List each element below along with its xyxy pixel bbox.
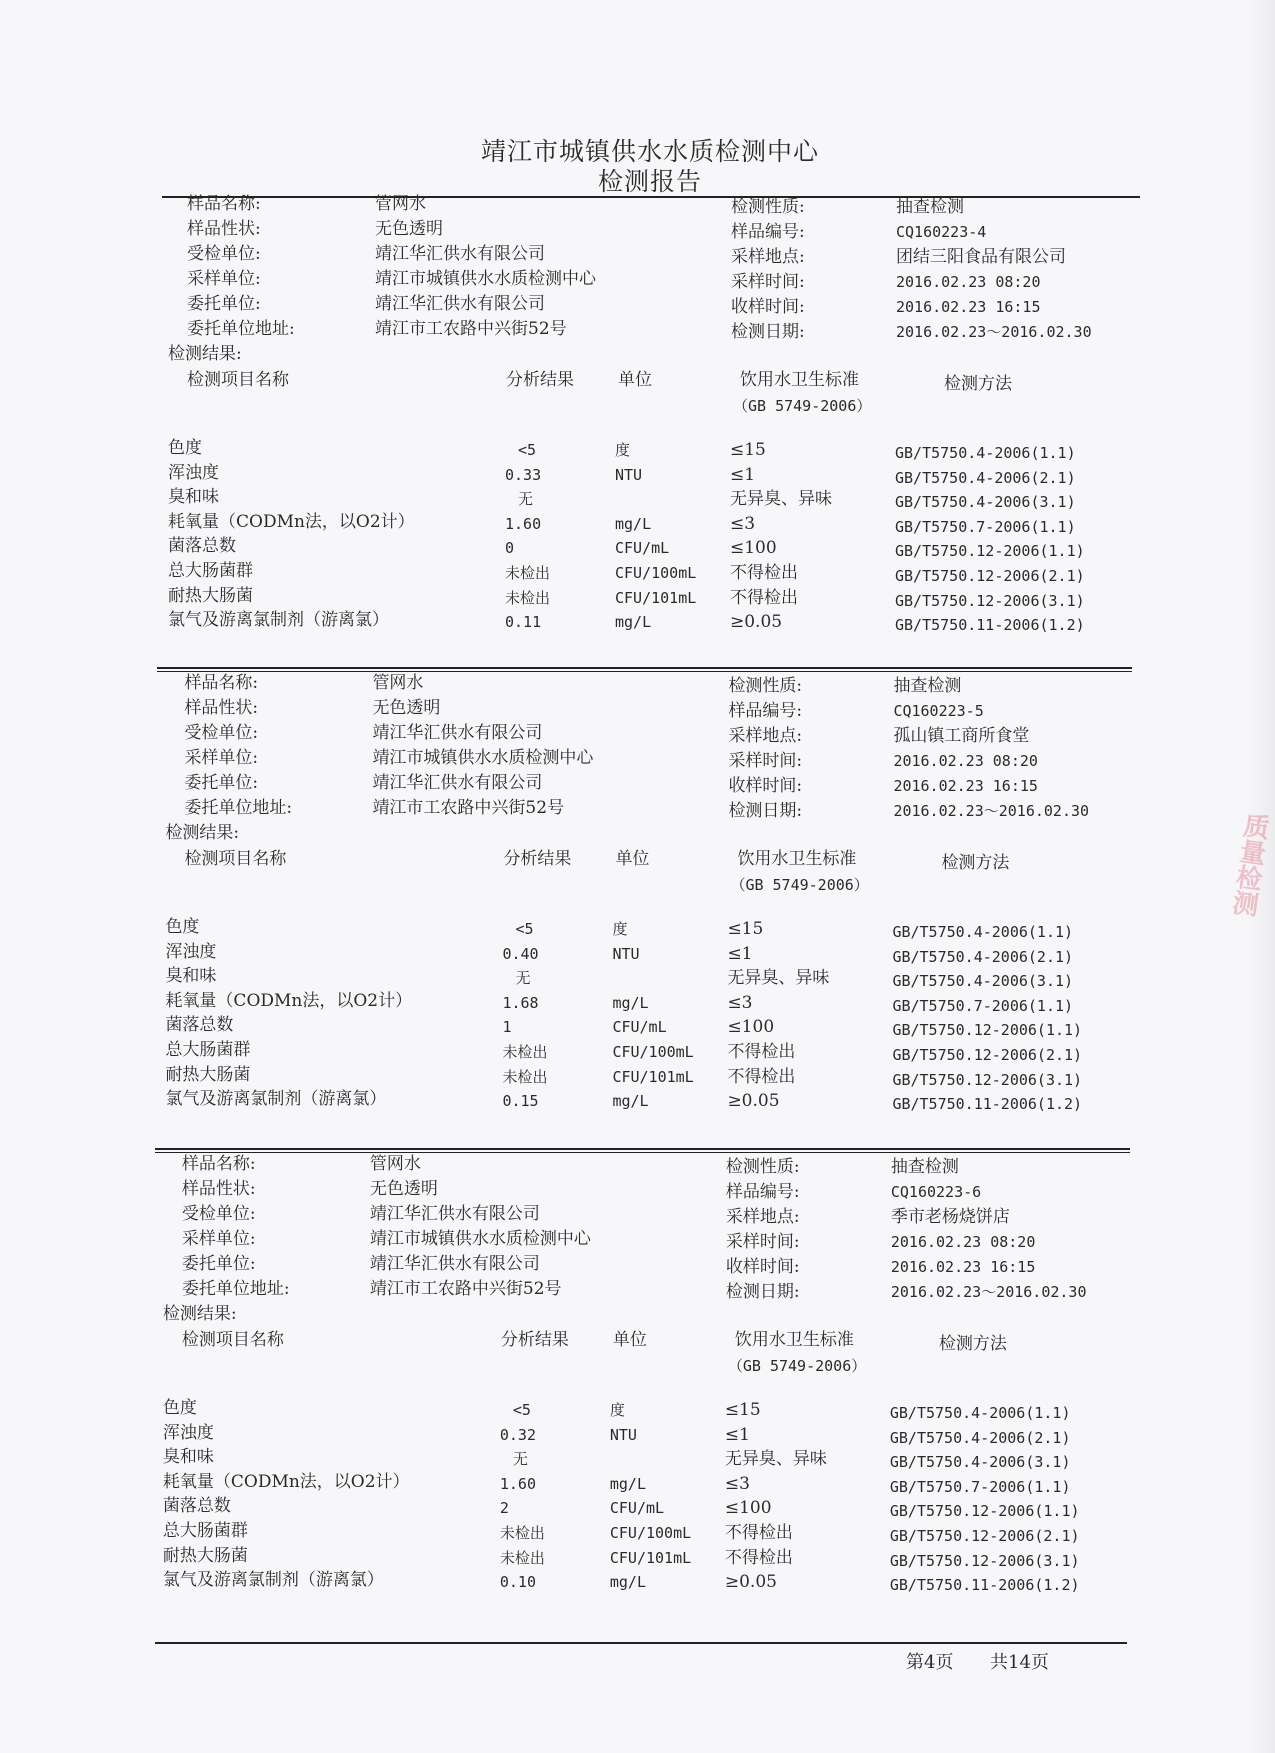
item-name: 耐热大肠菌	[162, 1545, 248, 1566]
item-name: 浑浊度	[162, 1422, 214, 1443]
item-name: 总大肠菌群	[162, 1521, 248, 1541]
label-sample-no: 样品编号:	[725, 1182, 800, 1202]
column-item-name: 检测项目名称	[187, 370, 289, 390]
value-client-address: 靖江市工农路中兴街52号	[375, 319, 567, 339]
value-sampling-unit: 靖江市城镇供水水质检测中心	[372, 748, 594, 768]
item-result: 0.15	[502, 1092, 539, 1111]
value-receive-time: 2016.02.23 16:15	[890, 1258, 1036, 1276]
label-sampling-time: 采样时间:	[725, 1232, 800, 1252]
item-name: 氯气及游离氯制剂（游离氯）	[162, 1570, 384, 1591]
item-name: 耗氧量（CODMn法，以O2计）	[162, 1471, 410, 1492]
item-result: 0.10	[499, 1573, 536, 1592]
column-unit: 单位	[612, 1330, 647, 1350]
item-result: 0	[505, 539, 515, 558]
item-method: GB/T5750.4-2006(1.1)	[892, 923, 1074, 941]
item-method: GB/T5750.11-2006(1.2)	[892, 1095, 1083, 1114]
item-result: 未检出	[502, 1043, 548, 1061]
item-standard: 无异臭、异味	[730, 489, 832, 510]
item-standard: ≤3	[727, 992, 753, 1013]
value-test-nature: 抽查检测	[890, 1157, 959, 1177]
item-unit: CFU/101mL	[609, 1548, 692, 1567]
item-method: GB/T5750.12-2006(3.1)	[892, 1070, 1083, 1089]
item-name: 色度	[168, 438, 202, 458]
label-test-date: 检测日期:	[728, 801, 803, 821]
value-sampling-unit: 靖江市城镇供水水质检测中心	[375, 269, 596, 289]
item-unit: CFU/mL	[609, 1499, 665, 1518]
label-client-address: 委托单位地址:	[184, 798, 293, 818]
label-sample-name: 样品名称:	[184, 673, 259, 693]
column-method: 检测方法	[944, 374, 1012, 394]
value-sample-state: 无色透明	[369, 1179, 438, 1199]
item-name: 耗氧量（CODMn法，以O2计）	[165, 990, 413, 1011]
item-unit: CFU/mL	[612, 1018, 667, 1037]
column-result: 分析结果	[506, 370, 574, 390]
value-sample-name: 管网水	[369, 1154, 421, 1174]
value-inspected-unit: 靖江华汇供水有限公司	[375, 244, 545, 264]
section-divider-rule-thin	[155, 1152, 1130, 1153]
label-test-date: 检测日期:	[731, 322, 805, 342]
item-standard: ≤15	[724, 1400, 761, 1420]
item-result: 0.40	[502, 944, 539, 963]
item-name: 浑浊度	[165, 941, 217, 962]
column-standard-ref: （GB 5749-2006）	[733, 397, 872, 415]
item-unit: 度	[615, 441, 631, 459]
item-result: <5	[512, 1401, 531, 1419]
label-client-address: 委托单位地址:	[187, 319, 295, 339]
value-test-nature: 抽查检测	[896, 197, 964, 217]
label-results: 检测结果:	[162, 1304, 237, 1324]
item-unit: CFU/101mL	[615, 588, 697, 607]
footer-page-number: 第4页	[906, 1652, 954, 1673]
item-result: 未检出	[502, 1067, 548, 1086]
item-standard: ≤3	[724, 1473, 750, 1494]
column-standard-ref: （GB 5749-2006）	[727, 1357, 867, 1375]
item-unit: CFU/100mL	[615, 564, 697, 582]
value-sampling-site: 团结三阳食品有限公司	[896, 247, 1066, 267]
item-name: 色度	[165, 917, 200, 937]
value-sampling-time: 2016.02.23 08:20	[896, 273, 1041, 291]
label-test-nature: 检测性质:	[728, 676, 803, 696]
item-result: 2	[499, 1499, 509, 1518]
label-sampling-site: 采样地点:	[725, 1207, 800, 1227]
item-method: GB/T5750.11-2006(1.2)	[889, 1576, 1080, 1595]
value-test-date: 2016.02.23～2016.02.30	[896, 323, 1092, 341]
item-standard: ≤15	[727, 919, 764, 939]
item-result: 1.60	[499, 1474, 536, 1493]
label-results: 检测结果:	[165, 823, 240, 843]
item-method: GB/T5750.12-2006(2.1)	[895, 567, 1085, 585]
label-sample-state: 样品性状:	[187, 219, 261, 239]
item-name: 臭和味	[168, 487, 219, 508]
label-client-address: 委托单位地址:	[181, 1279, 290, 1299]
column-item-name: 检测项目名称	[181, 1330, 284, 1350]
label-client-unit: 委托单位:	[184, 773, 259, 793]
item-result: 未检出	[499, 1524, 545, 1542]
value-test-nature: 抽查检测	[893, 676, 962, 696]
item-result: <5	[515, 920, 534, 938]
item-method: GB/T5750.7-2006(1.1)	[892, 996, 1074, 1015]
item-method: GB/T5750.4-2006(3.1)	[895, 493, 1076, 512]
column-standard: 饮用水卫生标准	[740, 370, 859, 390]
item-standard: 无异臭、异味	[727, 968, 830, 989]
item-method: GB/T5750.12-2006(2.1)	[892, 1046, 1083, 1064]
bottom-rule	[155, 1642, 1127, 1644]
item-name: 氯气及游离氯制剂（游离氯）	[168, 610, 389, 631]
item-unit: mg/L	[612, 993, 649, 1012]
value-sample-name: 管网水	[372, 673, 424, 693]
report-title: 靖江市城镇供水水质检测中心	[480, 137, 819, 166]
value-test-date: 2016.02.23～2016.02.30	[890, 1283, 1087, 1301]
item-name: 色度	[162, 1398, 197, 1418]
item-standard: 无异臭、异味	[724, 1449, 827, 1470]
item-method: GB/T5750.12-2006(1.1)	[895, 542, 1085, 561]
column-result: 分析结果	[503, 849, 572, 869]
item-method: GB/T5750.12-2006(1.1)	[889, 1502, 1080, 1521]
label-sample-name: 样品名称:	[187, 194, 261, 214]
label-sample-state: 样品性状:	[184, 698, 259, 718]
label-sampling-unit: 采样单位:	[184, 748, 259, 768]
item-unit: mg/L	[615, 613, 652, 632]
item-method: GB/T5750.4-2006(2.1)	[895, 468, 1076, 487]
item-unit: CFU/101mL	[612, 1067, 694, 1086]
label-receive-time: 收样时间:	[725, 1257, 800, 1277]
value-inspected-unit: 靖江华汇供水有限公司	[372, 723, 543, 743]
column-standard: 饮用水卫生标准	[734, 1330, 854, 1350]
footer-page-total: 共14页	[990, 1652, 1049, 1673]
item-method: GB/T5750.4-2006(2.1)	[889, 1428, 1071, 1447]
item-result: 0.33	[505, 465, 542, 484]
item-unit: 度	[609, 1401, 625, 1419]
item-unit: mg/L	[612, 1092, 649, 1111]
column-standard: 饮用水卫生标准	[737, 849, 857, 869]
item-unit: CFU/100mL	[612, 1043, 694, 1061]
label-results: 检测结果:	[168, 344, 242, 364]
item-name: 氯气及游离氯制剂（游离氯）	[165, 1089, 387, 1110]
item-method: GB/T5750.4-2006(3.1)	[889, 1453, 1071, 1472]
report-subtitle: 检测报告	[597, 167, 702, 196]
item-result: 1.68	[502, 993, 539, 1012]
item-name: 耐热大肠菌	[165, 1064, 251, 1085]
item-name: 臭和味	[162, 1447, 214, 1468]
value-sample-state: 无色透明	[372, 698, 441, 718]
item-result: 0.32	[499, 1425, 536, 1444]
value-client-address: 靖江市工农路中兴街52号	[369, 1279, 562, 1299]
item-unit: mg/L	[615, 514, 652, 533]
item-method: GB/T5750.12-2006(1.1)	[892, 1021, 1083, 1040]
item-name: 菌落总数	[168, 536, 236, 557]
label-sample-no: 样品编号:	[731, 222, 805, 242]
item-standard: ≤1	[727, 943, 753, 964]
item-result: 无	[512, 1450, 528, 1469]
label-test-nature: 检测性质:	[725, 1157, 800, 1177]
item-method: GB/T5750.4-2006(2.1)	[892, 947, 1074, 966]
item-standard: 不得检出	[730, 563, 798, 583]
column-result: 分析结果	[500, 1330, 569, 1350]
item-standard: ≤3	[730, 513, 756, 534]
item-standard: 不得检出	[727, 1066, 796, 1087]
item-name: 菌落总数	[165, 1015, 234, 1036]
item-method: GB/T5750.4-2006(1.1)	[895, 444, 1076, 462]
label-receive-time: 收样时间:	[731, 297, 805, 317]
item-name: 菌落总数	[162, 1496, 231, 1517]
item-method: GB/T5750.4-2006(3.1)	[892, 972, 1074, 991]
item-unit: CFU/mL	[615, 539, 670, 558]
item-standard: 不得检出	[724, 1547, 793, 1568]
item-name: 浑浊度	[168, 462, 219, 483]
item-standard: ≥0.05	[727, 1091, 780, 1112]
label-inspected-unit: 受检单位:	[181, 1204, 256, 1224]
value-sampling-time: 2016.02.23 08:20	[890, 1233, 1036, 1251]
value-sample-no: CQ160223-5	[893, 702, 984, 720]
column-unit: 单位	[615, 849, 650, 869]
item-unit: NTU	[609, 1425, 637, 1444]
value-sampling-unit: 靖江市城镇供水水质检测中心	[369, 1229, 591, 1249]
item-standard: ≥0.05	[730, 612, 783, 633]
value-receive-time: 2016.02.23 16:15	[896, 298, 1041, 316]
item-name: 耐热大肠菌	[168, 585, 253, 606]
item-result: 未检出	[505, 564, 551, 582]
label-sampling-time: 采样时间:	[731, 272, 805, 292]
item-result: 1.60	[505, 514, 542, 533]
item-name: 总大肠菌群	[165, 1040, 251, 1060]
item-name: 臭和味	[165, 966, 217, 987]
column-item-name: 检测项目名称	[184, 849, 287, 869]
label-sample-no: 样品编号:	[728, 701, 803, 721]
item-unit: CFU/100mL	[609, 1524, 692, 1542]
value-sample-name: 管网水	[375, 194, 426, 214]
section-divider-rule	[155, 1148, 1130, 1150]
item-standard: 不得检出	[730, 587, 798, 608]
item-method: GB/T5750.11-2006(1.2)	[895, 616, 1085, 635]
item-standard: 不得检出	[727, 1042, 796, 1062]
label-sampling-unit: 采样单位:	[187, 269, 261, 289]
label-inspected-unit: 受检单位:	[187, 244, 261, 264]
item-method: GB/T5750.12-2006(3.1)	[895, 591, 1085, 610]
value-client-unit: 靖江华汇供水有限公司	[375, 294, 545, 314]
label-test-date: 检测日期:	[725, 1282, 800, 1302]
label-sampling-site: 采样地点:	[731, 247, 805, 267]
column-method: 检测方法	[938, 1334, 1007, 1354]
value-client-unit: 靖江华汇供水有限公司	[372, 773, 543, 793]
red-seal-stamp: 质量检测	[1226, 810, 1271, 919]
label-client-unit: 委托单位:	[181, 1254, 256, 1274]
column-method: 检测方法	[941, 853, 1010, 873]
item-standard: ≥0.05	[724, 1572, 777, 1593]
item-unit: mg/L	[609, 1474, 646, 1493]
label-test-nature: 检测性质:	[731, 197, 805, 217]
column-unit: 单位	[618, 370, 652, 390]
label-client-unit: 委托单位:	[187, 294, 261, 314]
item-method: GB/T5750.12-2006(3.1)	[889, 1551, 1080, 1570]
item-result: 0.11	[505, 613, 542, 632]
label-sample-state: 样品性状:	[181, 1179, 256, 1199]
item-standard: ≤100	[724, 1498, 772, 1519]
item-method: GB/T5750.12-2006(2.1)	[889, 1527, 1080, 1545]
item-unit: mg/L	[609, 1573, 646, 1592]
label-sample-name: 样品名称:	[181, 1154, 256, 1174]
item-result: <5	[518, 441, 537, 459]
item-standard: ≤1	[724, 1424, 750, 1445]
value-client-unit: 靖江华汇供水有限公司	[369, 1254, 540, 1274]
value-inspected-unit: 靖江华汇供水有限公司	[369, 1204, 540, 1224]
label-inspected-unit: 受检单位:	[184, 723, 259, 743]
item-method: GB/T5750.7-2006(1.1)	[895, 517, 1076, 536]
item-standard: ≤100	[730, 538, 777, 559]
item-standard: 不得检出	[724, 1523, 793, 1543]
item-result: 无	[515, 969, 531, 988]
value-sample-state: 无色透明	[375, 219, 443, 239]
item-unit: NTU	[615, 465, 643, 484]
label-sampling-unit: 采样单位:	[181, 1229, 256, 1249]
value-client-address: 靖江市工农路中兴街52号	[372, 798, 565, 818]
label-receive-time: 收样时间:	[728, 776, 803, 796]
item-result: 1	[502, 1018, 512, 1037]
section-top-rule	[162, 196, 1140, 198]
value-sample-no: CQ160223-4	[896, 223, 987, 241]
value-sample-no: CQ160223-6	[890, 1183, 982, 1201]
label-sampling-site: 采样地点:	[728, 726, 803, 746]
item-result: 未检出	[505, 588, 551, 607]
item-standard: ≤1	[730, 464, 756, 485]
section-divider-rule	[157, 667, 1132, 669]
item-result: 未检出	[499, 1548, 545, 1567]
item-standard: ≤15	[730, 440, 766, 460]
column-standard-ref: （GB 5749-2006）	[730, 876, 869, 894]
item-unit: NTU	[612, 944, 640, 963]
item-method: GB/T5750.4-2006(1.1)	[889, 1404, 1071, 1422]
label-sampling-time: 采样时间:	[728, 751, 803, 771]
value-sampling-site: 孤山镇工商所食堂	[893, 726, 1030, 746]
value-sampling-time: 2016.02.23 08:20	[893, 752, 1038, 770]
item-method: GB/T5750.7-2006(1.1)	[889, 1477, 1071, 1496]
item-standard: ≤100	[727, 1017, 775, 1038]
value-receive-time: 2016.02.23 16:15	[893, 777, 1038, 795]
value-sampling-site: 季市老杨烧饼店	[890, 1207, 1010, 1227]
item-name: 总大肠菌群	[168, 561, 253, 581]
value-test-date: 2016.02.23～2016.02.30	[893, 802, 1090, 820]
item-unit: 度	[612, 920, 628, 938]
item-result: 无	[518, 490, 534, 509]
item-name: 耗氧量（CODMn法，以O2计）	[168, 511, 415, 532]
section-divider-rule-thin	[157, 671, 1132, 672]
